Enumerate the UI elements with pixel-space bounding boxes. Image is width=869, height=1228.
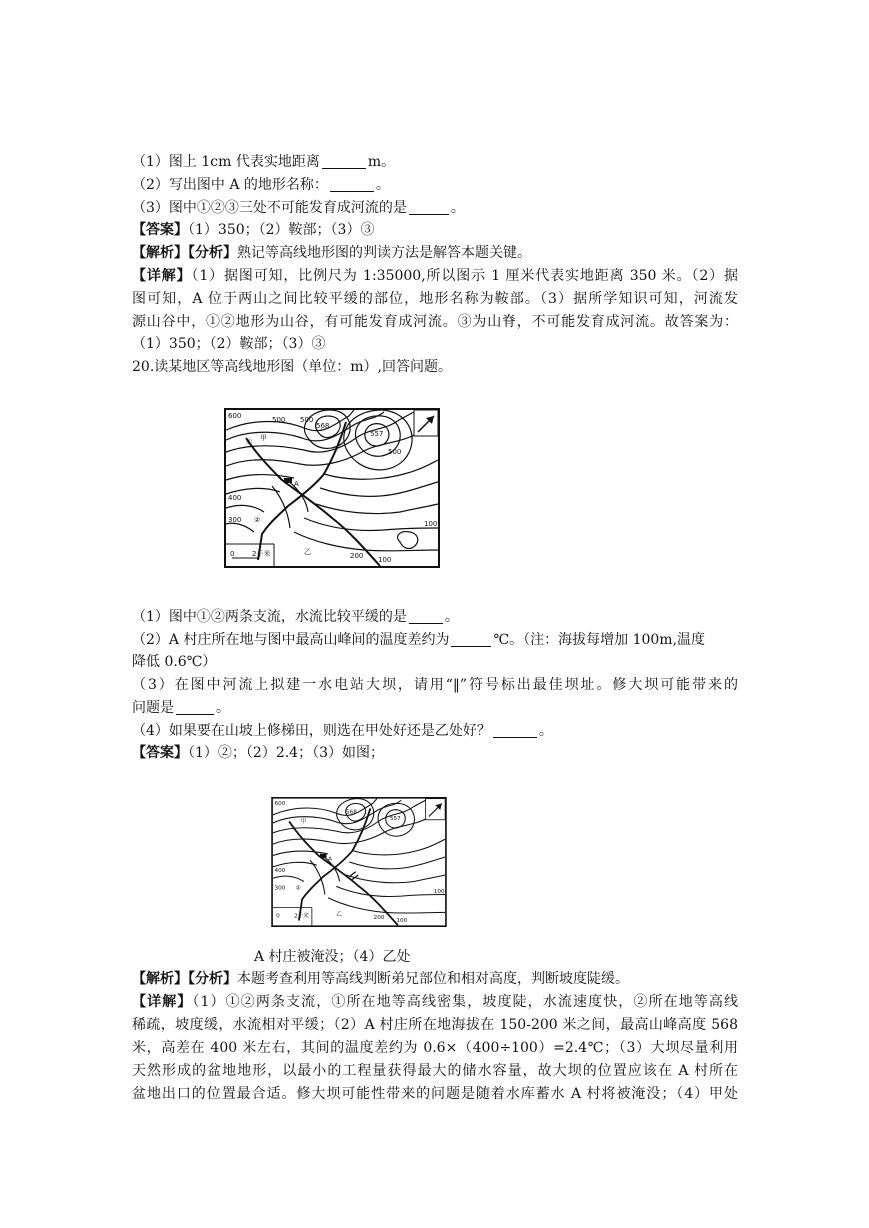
- q20-item-1: （1）图中①②两条支流，水流比较平缓的是 。: [132, 609, 459, 625]
- north-arrow-icon: [414, 410, 438, 436]
- label-tributary-2: ②: [295, 885, 301, 892]
- peak-label-568: 568: [316, 422, 330, 430]
- map-label-300: 300: [228, 516, 242, 524]
- q19-detail-line-1: 【详解】（1）据图可知，比例尺为 1:35000,所以图示 1 厘米代表实地距离 350 米。（2）据: [132, 268, 739, 284]
- peak-label-568: 568: [346, 809, 357, 816]
- q19-item-3: （3）图中①②③三处不可能发育成河流的是 。: [132, 200, 465, 216]
- map-label-200: 200: [350, 552, 364, 560]
- answer-contour-map: [270, 797, 448, 927]
- q20-answer: 【答案】（1）②；（2）2.4；（3）如图；: [132, 745, 384, 761]
- q19-answer: 【答案】（1）350；（2）鞍部；（3）③: [132, 222, 375, 238]
- q19-analysis: 【解析】【分析】熟记等高线地形图的判读方法是解答本题关键。: [132, 245, 531, 261]
- label-jia: 甲: [300, 819, 307, 825]
- answer-blank: [409, 200, 449, 215]
- map-label-300: 300: [274, 885, 286, 892]
- label-village-a: A: [328, 856, 333, 863]
- answer-blank: [176, 700, 214, 715]
- q19-item-2: （2）写出图中 A 的地形名称： 。: [132, 177, 390, 193]
- q20-detail-line-3: 米，高差在 400 米左右，其间的温度差约为 0.6×（400÷100）=2.4℃；（3）大坝尽量利用: [132, 1040, 738, 1056]
- map-label-500: 500: [272, 416, 286, 424]
- svg-text:0: 0: [276, 913, 280, 920]
- q19-detail-line-4: （1）350；（2）鞍部；（3）③: [132, 336, 326, 352]
- map-label-100: 100: [396, 918, 408, 925]
- q20-detail-line-2: 稀疏，坡度缓，水流相对平缓；（2）A 村庄所在地海拔在 150-200 米之间，最高山峰高度 568: [132, 1017, 738, 1033]
- label-tributary-2: ②: [254, 516, 261, 524]
- q20-title: 20.读某地区等高线地形图（单位：m）,回答问题。: [132, 359, 452, 375]
- svg-text:2千米: 2千米: [252, 550, 271, 558]
- answer-blank: [451, 632, 491, 647]
- peak-label-557: 557: [389, 815, 401, 822]
- answer-blank: [409, 609, 443, 624]
- q20-detail-line-5: 盆地出口的位置最合适。修大坝可能性带来的问题是随着水库蓄水 A 村将被淹没；（4）甲处: [132, 1086, 738, 1102]
- q20-item-3: （3）在图中河流上拟建一水电站大坝，请用“‖”符号标出最佳坝址。修大坝可能带来的: [132, 677, 738, 693]
- svg-text:0: 0: [230, 550, 235, 558]
- map-label-500: 500: [388, 448, 402, 456]
- map-label-100: 100: [424, 520, 438, 528]
- q20-item-2: （2）A 村庄所在地与图中最高山峰间的温度差约为 ℃。（注：海拔每增加 100m,温度: [132, 632, 706, 648]
- map-label-400: 400: [228, 494, 242, 502]
- q20-detail-line-4: 天然形成的盆地地形，以最小的工程量获得最大的储水容量，故大坝的位置应该在 A 村所在: [132, 1063, 738, 1079]
- label-tributary-1: ①: [246, 438, 253, 446]
- map-label-400: 400: [274, 867, 286, 874]
- q19-detail-line-2: 图可知，A 位于两山之间比较平缓的部位，地形名称为鞍部。（3）据所学知识可知，河流发: [132, 291, 738, 307]
- q20-detail-line-1: 【详解】（1）①②两条支流，①所在地等高线密集，坡度陡，水流速度快，②所在地等高线: [132, 994, 739, 1010]
- answer-blank: [493, 723, 537, 738]
- north-arrow-icon: [426, 799, 446, 820]
- q20-answer-cont: A 村庄被淹没；（4）乙处: [254, 949, 411, 965]
- q20-item-4: （4）如果要在山坡上修梯田，则选在甲处好还是乙处好？ 。: [132, 723, 553, 739]
- label-yi: 乙: [336, 911, 342, 918]
- map-label-600: 600: [274, 801, 286, 808]
- map-label-200: 200: [373, 914, 385, 921]
- map-label-100: 100: [378, 556, 392, 564]
- label-jia: 甲: [260, 434, 267, 442]
- svg-text:2千米: 2千米: [294, 913, 309, 920]
- q19-item-1: （1）图上 1cm 代表实地距离 m。: [132, 154, 396, 170]
- q20-item-2-note: 降低 0.6℃）: [132, 654, 217, 670]
- map-label-100: 100: [433, 888, 445, 895]
- map-label-600: 600: [228, 412, 242, 420]
- q20-item-3-cont: 问题是 。: [132, 700, 230, 716]
- label-village-a: A: [294, 480, 299, 488]
- answer-map-drawing: [270, 797, 448, 927]
- contour-map-drawing: [224, 408, 440, 568]
- peak-label-557: 557: [370, 430, 384, 438]
- label-yi: 乙: [304, 548, 311, 556]
- answer-blank: [330, 177, 374, 192]
- contour-map: [224, 408, 440, 568]
- q19-detail-line-3: 源山谷中，①②地形为山谷，有可能发育成河流。③为山脊，不可能发育成河流。故答案为：: [132, 314, 738, 330]
- q20-analysis: 【解析】【分析】本题考查利用等高线判断弟兄部位和相对高度，判断坡度陡缓。: [132, 971, 629, 987]
- map-label-500: 500: [300, 416, 314, 424]
- answer-blank: [322, 154, 366, 169]
